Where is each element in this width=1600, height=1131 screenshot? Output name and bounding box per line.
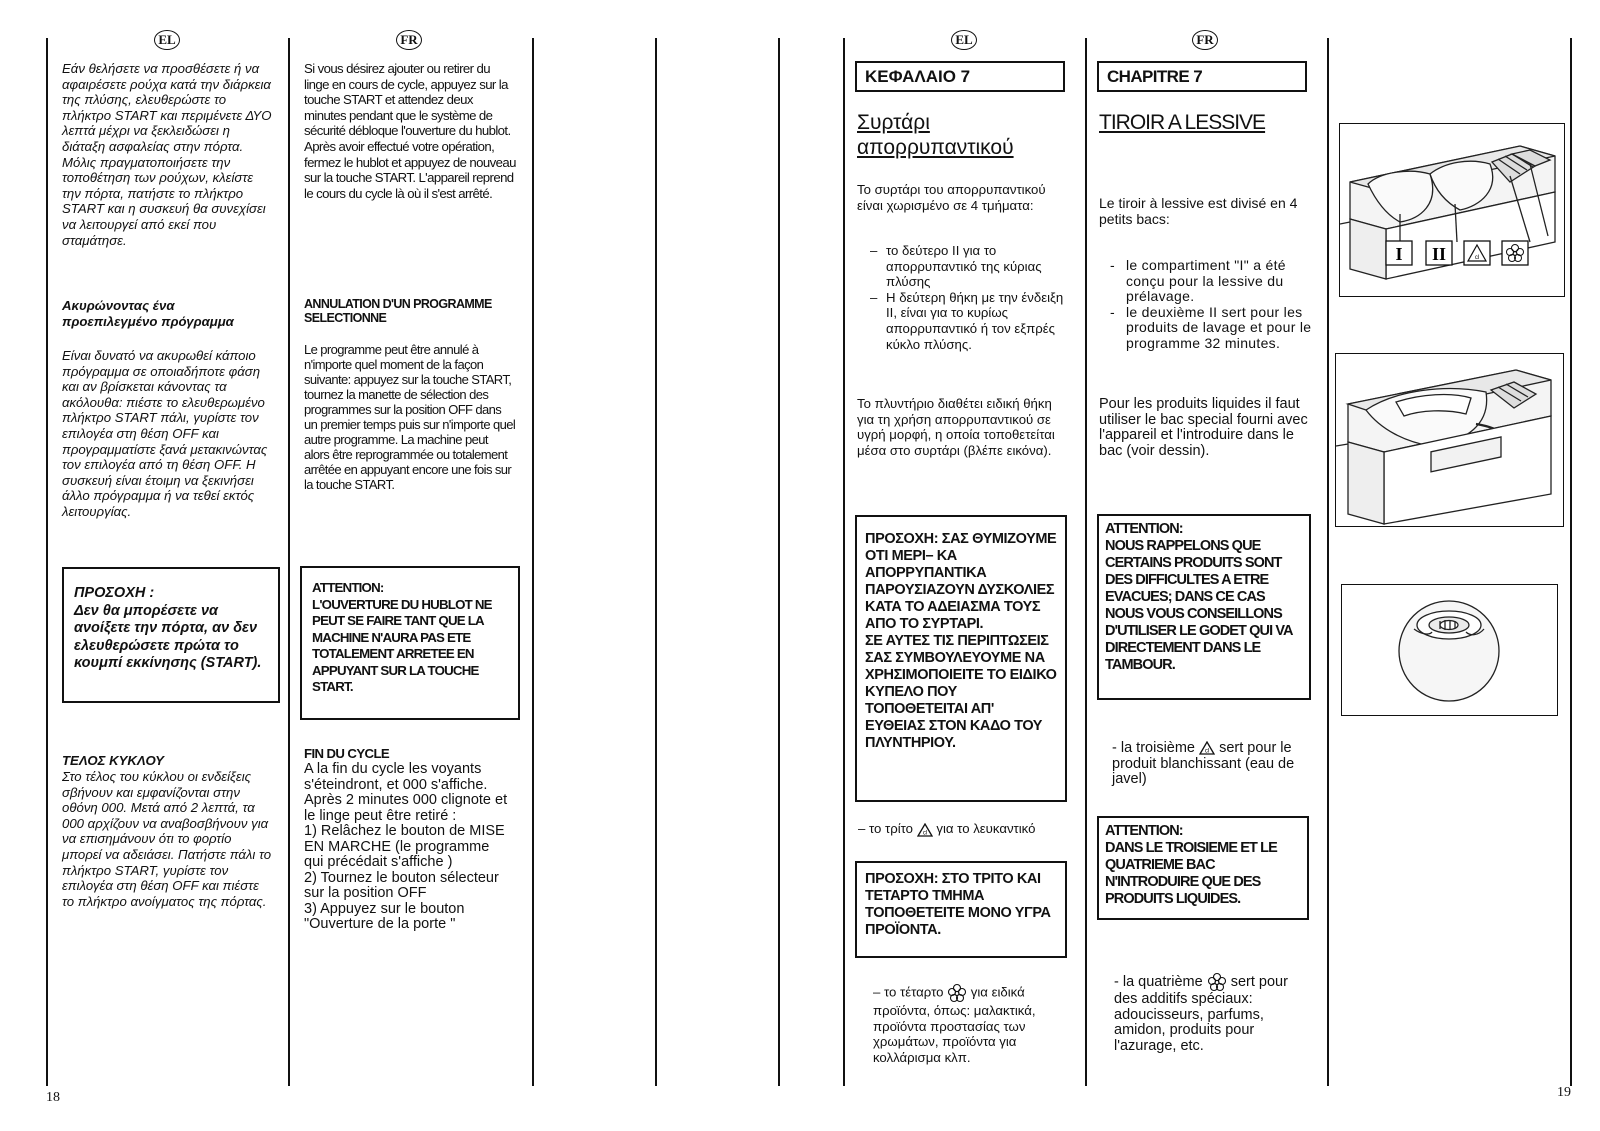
svg-text:cl: cl [922, 830, 927, 837]
fr-third-desc: sert pour le produit blanchissant (eau de javel) [1112, 740, 1295, 787]
el-paragraph-add-remove: Εάν θελήσετε να προσθέσετε ή να αφαιρέσετε ρούχα κατά την διάρκεια της πλύσης, ελευθερώστε το πλήκτρο START και περιμένετε ΔΥΟ λεπτά μέχρι να ξεκλειδώσει η διάταξη ασφαλείας στην πόρτα. Μόλις πραγματοποιήσετε την τοποθέτηση των ρούχων, κλείστε την πόρτα, πατήστε το πλήκτρο START και η συσκευή θα συνεχίσει να λειτουργεί από εκεί που σταμάτησε. [62, 61, 272, 248]
el-warning-text-1: ΠΡΟΣΟΧΗ: ΣΑΣ ΘΥΜΙΖΟΥΜΕ ΟΤΙ ΜΕΡΙ– ΚΑ ΑΠΟΡΡΥΠΑΝΤΙΚΑ ΠΑΡΟΥΣΙΑΖΟΥΝ ΔΥΣΚΟΛΙΕΣ ΚΑΤΑ ΤΟ ΑΔΕΙΑΣΜΑ ΤΟΥΣ ΑΠΟ ΤΟ ΣΥΡΤΑΡΙ. ΣΕ ΑΥΤΕΣ ΤΙΣ ΠΕΡΙΠΤΩΣΕΙΣ ΣΑΣ ΣΥΜΒΟΥΛΕΥΟΥΜΕ ΝΑ ΧΡΗΣΙΜΟΠΟΙΕΙΤΕ ΤΟ ΕΙΔΙΚΟ ΚΥΠΕΛΟ ΠΟΥ ΤΟΠΟΘΕΤΕΙΤΑΙ ΑΠ' ΕΥΘΕΙΑΣ ΣΤΟΝ ΚΑΔΟ ΤΟΥ ΠΛΥΝΤΗΡΙΟΥ. [865, 531, 1057, 751]
compartment-label-2: II [1431, 244, 1447, 264]
drawer-drawing [1336, 354, 1562, 525]
detergent-drawer-illustration [1339, 123, 1565, 297]
flower-icon [947, 983, 967, 1003]
fr-third-compartment: - la troisième cl sert pour le produit blanchissant (eau de javel) [1112, 740, 1295, 787]
svg-text:cl: cl [1204, 748, 1210, 755]
liquid-detergent-drawer-illustration [1335, 353, 1564, 527]
fr-compartment-item-1: le compartiment "I" a été conçu pour la lessive du prélavage. [1126, 257, 1286, 304]
el-fourth-label: το τέταρτο [884, 984, 944, 1000]
language-badge-fr: FR [396, 30, 422, 50]
el-third-label: το τρίτο [869, 821, 914, 836]
el-compartment-list [868, 243, 1076, 352]
el-compartment-item-1: το δεύτερο II για το απορρυπαντικό της κύριας πλύσης [886, 243, 1042, 290]
fr-third-label: la troisième [1120, 740, 1195, 756]
el-fourth-compartment: – το τέταρτο για ειδικά προϊόντα, όπως: μαλακτικά, προϊόντα προστασίας των χρωμάτων, προϊόντα για κολλάρισμα κλπ. [873, 984, 1036, 1065]
el-warning-text-2: ΠΡΟΣΟΧΗ: ΣΤΟ ΤΡΙΤΟ ΚΑΙ ΤΕΤΑΡΤΟ ΤΜΗΜΑ ΤΟΠΟΘΕΤΕΙΤΕ ΜΟΝΟ ΥΓΡΑ ΠΡΟΪΟΝΤΑ. [865, 871, 1051, 938]
dispenser-drawing [1342, 585, 1556, 714]
bleach-triangle-icon [1199, 741, 1215, 755]
el-third-desc: για το λευκαντικό [936, 821, 1036, 836]
drawer-drawing [1340, 124, 1563, 295]
column-divider [655, 38, 657, 1086]
fr-heading-cancel: ANNULATION D'UN PROGRAMME SELECTIONNE [304, 297, 492, 325]
column-divider [46, 38, 48, 1086]
column-divider [843, 38, 845, 1086]
el-warning-box-1 [855, 515, 1067, 802]
el-warning-text: ΠΡΟΣΟΧΗ : Δεν θα μπορέσετε να ανοίξετε την πόρτα, αν δεν ελευθερώσετε πρώτα το κουμπί εκκίνησης (START). [74, 585, 262, 671]
fr-section-title: TIROIR A LESSIVE [1099, 111, 1266, 134]
fr-paragraph-add-remove: Si vous désirez ajouter ou retirer du linge en cours de cycle, appuyez sur la touche START et attendez deux minutes pendant que le système de sécurité débloque l'ouverture du hublot. Après avoir effectué votre opération, fermez le hublot et appuyez de nouveau sur la touche START. L'appareil reprend le cours du cycle là où il s'est arrêté. [304, 61, 516, 201]
column-divider [778, 38, 780, 1086]
fr-warning-box-2 [1097, 816, 1309, 920]
fr-paragraph-end-cycle: A la fin du cycle les voyants s'éteindront, et 000 s'affiche. Après 2 minutes 000 clignote et le linge peut être retiré : 1) Relâchez le bouton de MISE EN MARCHE (le programme qui précédait s'affiche ) 2) Tournez le bouton sélecteur sur la position OFF 3) Appuyez sur le bouton "Ouverture de la porte " [304, 761, 508, 932]
fr-warning-box [300, 566, 520, 720]
column-divider [1085, 38, 1087, 1086]
fr-drawer-intro: Le tiroir à lessive est divisé en 4 petits bacs: [1099, 195, 1298, 227]
el-warning-box [62, 567, 280, 703]
svg-text:cl: cl [1474, 255, 1480, 261]
el-heading-cancel: Ακυρώνοντας ένα προεπιλεγμένο πρόγραμμα [62, 298, 234, 329]
fr-compartment-list [1108, 258, 1316, 351]
el-section-title: Συρτάρι απορρυπαντικού [857, 111, 1014, 159]
fr-warning-text-1: ATTENTION: NOUS RAPPELONS QUE CERTAINS PRODUITS SONT DES DIFFICULTES A ETRE EVACUES; DANS CE CAS NOUS VOUS CONSEILLONS D'UTILISER LE GODET QUI VA DIRECTEMENT DANS LE TAMBOUR. [1105, 521, 1293, 673]
list-item: – Η δεύτερη θήκη με την ένδειξη II, είναι για το κυρίως απορρυπαντικό ή τον εξπρές κύκλο πλύσης. [870, 289, 1064, 352]
el-drawer-intro: Το συρτάρι του απορρυπαντικού είναι χωρισμένο σε 4 τμήματα: [857, 182, 1046, 213]
fr-fourth-desc: sert pour des additifs spéciaux: adoucisseurs, parfums, amidon, produits pour l'azurage, etc. [1114, 973, 1288, 1054]
language-badge-fr: FR [1192, 30, 1218, 50]
fr-paragraph-cancel: Le programme peut être annulé à n'importe quel moment de la façon suivante: appuyez sur la touche START, tournez la manette de sélection des programmes sur la position OFF dans un premier temps puis sur n'importe quel autre programme. La machine peut alors être reprogrammée ou totalement arrêtée en appuyant encore une fois sur la touche START. [304, 342, 516, 492]
el-paragraph-cancel: Είναι δυνατό να ακυρωθεί κάποιο πρόγραμμα σε οποιαδήποτε φάση και αν βρίσκεται κάνοντας τα ακόλουθα: πιέστε το ελευθερωμένο πλήκτρο START πάλι, γυρίστε τον επιλογέα στη θέση OFF και προγραμματίστε ξανά μετακινώντας τον επιλογέα από τη θέση OFF. Η συσκευή είναι έτοιμη να ξεκινήσει άλλο πρόγραμμα ή να τεθεί εκτός λειτουργίας. [62, 348, 268, 519]
el-compartment-item-2: Η δεύτερη θήκη με την ένδειξη II, είναι για το κυρίως απορρυπαντικό ή τον εξπρές κύκλο πλύσης. [886, 289, 1064, 352]
column-divider [288, 38, 290, 1086]
flower-icon [1207, 972, 1227, 992]
list-item: – το δεύτερο II για το απορρυπαντικό της κύριας πλύσης [870, 243, 1042, 290]
el-heading-end-cycle: ΤΕΛΟΣ ΚΥΚΛΟΥ [62, 753, 164, 768]
bleach-triangle-icon [917, 823, 933, 837]
fr-fourth-compartment: - la quatrième sert pour des additifs spéciaux: adoucisseurs, parfums, amidon, produits pour l'azurage, etc. [1114, 973, 1288, 1054]
page-number-left: 18 [46, 1090, 60, 1105]
column-divider [1570, 38, 1572, 1086]
fr-warning-text-2: ATTENTION: DANS LE TROISIEME ET LE QUATRIEME BAC N'INTRODUIRE QUE DES PRODUITS LIQUIDES. [1105, 823, 1277, 907]
el-paragraph-end-cycle: Στο τέλος του κύκλου οι ενδείξεις σβήνουν και εμφανίζονται στην οθόνη 000. Μετά από 2 λεπτά, τα 000 αρχίζουν να αναβοσβήνουν για να επισημάνουν ότι το φορτίο μπορεί να αδειάσει. Πατήστε πάλι το πλήκτρο START, γυρίστε τον επιλογέα στη θέση OFF και πιέστε το πλήκτρο ανοίγματος της πόρτας. [62, 769, 272, 909]
fr-compartment-item-2: le deuxième II sert pour les produits de lavage et pour le programme 32 minutes. [1126, 303, 1312, 351]
list-item: - le deuxième II sert pour les produits de lavage et pour le programme 32 minutes. [1110, 303, 1312, 351]
compartment-label-1: I [1395, 244, 1403, 264]
detergent-ball-dispenser-illustration [1341, 584, 1558, 716]
column-divider [1327, 38, 1329, 1086]
el-liquid-paragraph: Το πλυντήριο διαθέτει ειδική θήκη για τη χρήση απορρυπαντικού σε υγρή μορφή, η οποία τοποθετείται μέσα στο συρτάρι (βλέπε εικόνα). [857, 396, 1055, 458]
fr-heading-end-cycle: FIN DU CYCLE [304, 746, 390, 761]
el-warning-box-2 [855, 861, 1067, 958]
page-number-right: 19 [1557, 1085, 1571, 1100]
fr-warning-text: ATTENTION: L'OUVERTURE DU HUBLOT NE PEUT SE FAIRE TANT QUE LA MACHINE N'AURA PAS ETE TOTALEMENT ARRETEE EN APPUYANT SUR LA TOUCHE START. [312, 580, 492, 694]
fr-warning-box-1 [1097, 514, 1311, 700]
fr-chapter-heading: CHAPITRE 7 [1097, 61, 1307, 92]
list-item: - le compartiment "I" a été conçu pour la lessive du prélavage. [1110, 257, 1286, 304]
el-fourth-desc: για ειδικά προϊόντα, όπως: μαλακτικά, προϊόντα προστασίας των χρωμάτων, προϊόντα για κολλάρισμα κλπ. [873, 984, 1036, 1065]
fr-fourth-label: la quatrième [1122, 973, 1203, 990]
el-chapter-heading: ΚΕΦΑΛΑΙΟ 7 [855, 61, 1065, 92]
fr-liquid-paragraph: Pour les produits liquides il faut utiliser le bac special fourni avec l'appareil et l'introduire dans le bac (voir dessin). [1099, 396, 1308, 459]
language-badge-el: EL [154, 30, 180, 50]
el-third-compartment: – το τρίτο cl για το λευκαντικό [858, 821, 1036, 837]
language-badge-el: EL [951, 30, 977, 50]
column-divider [532, 38, 534, 1086]
